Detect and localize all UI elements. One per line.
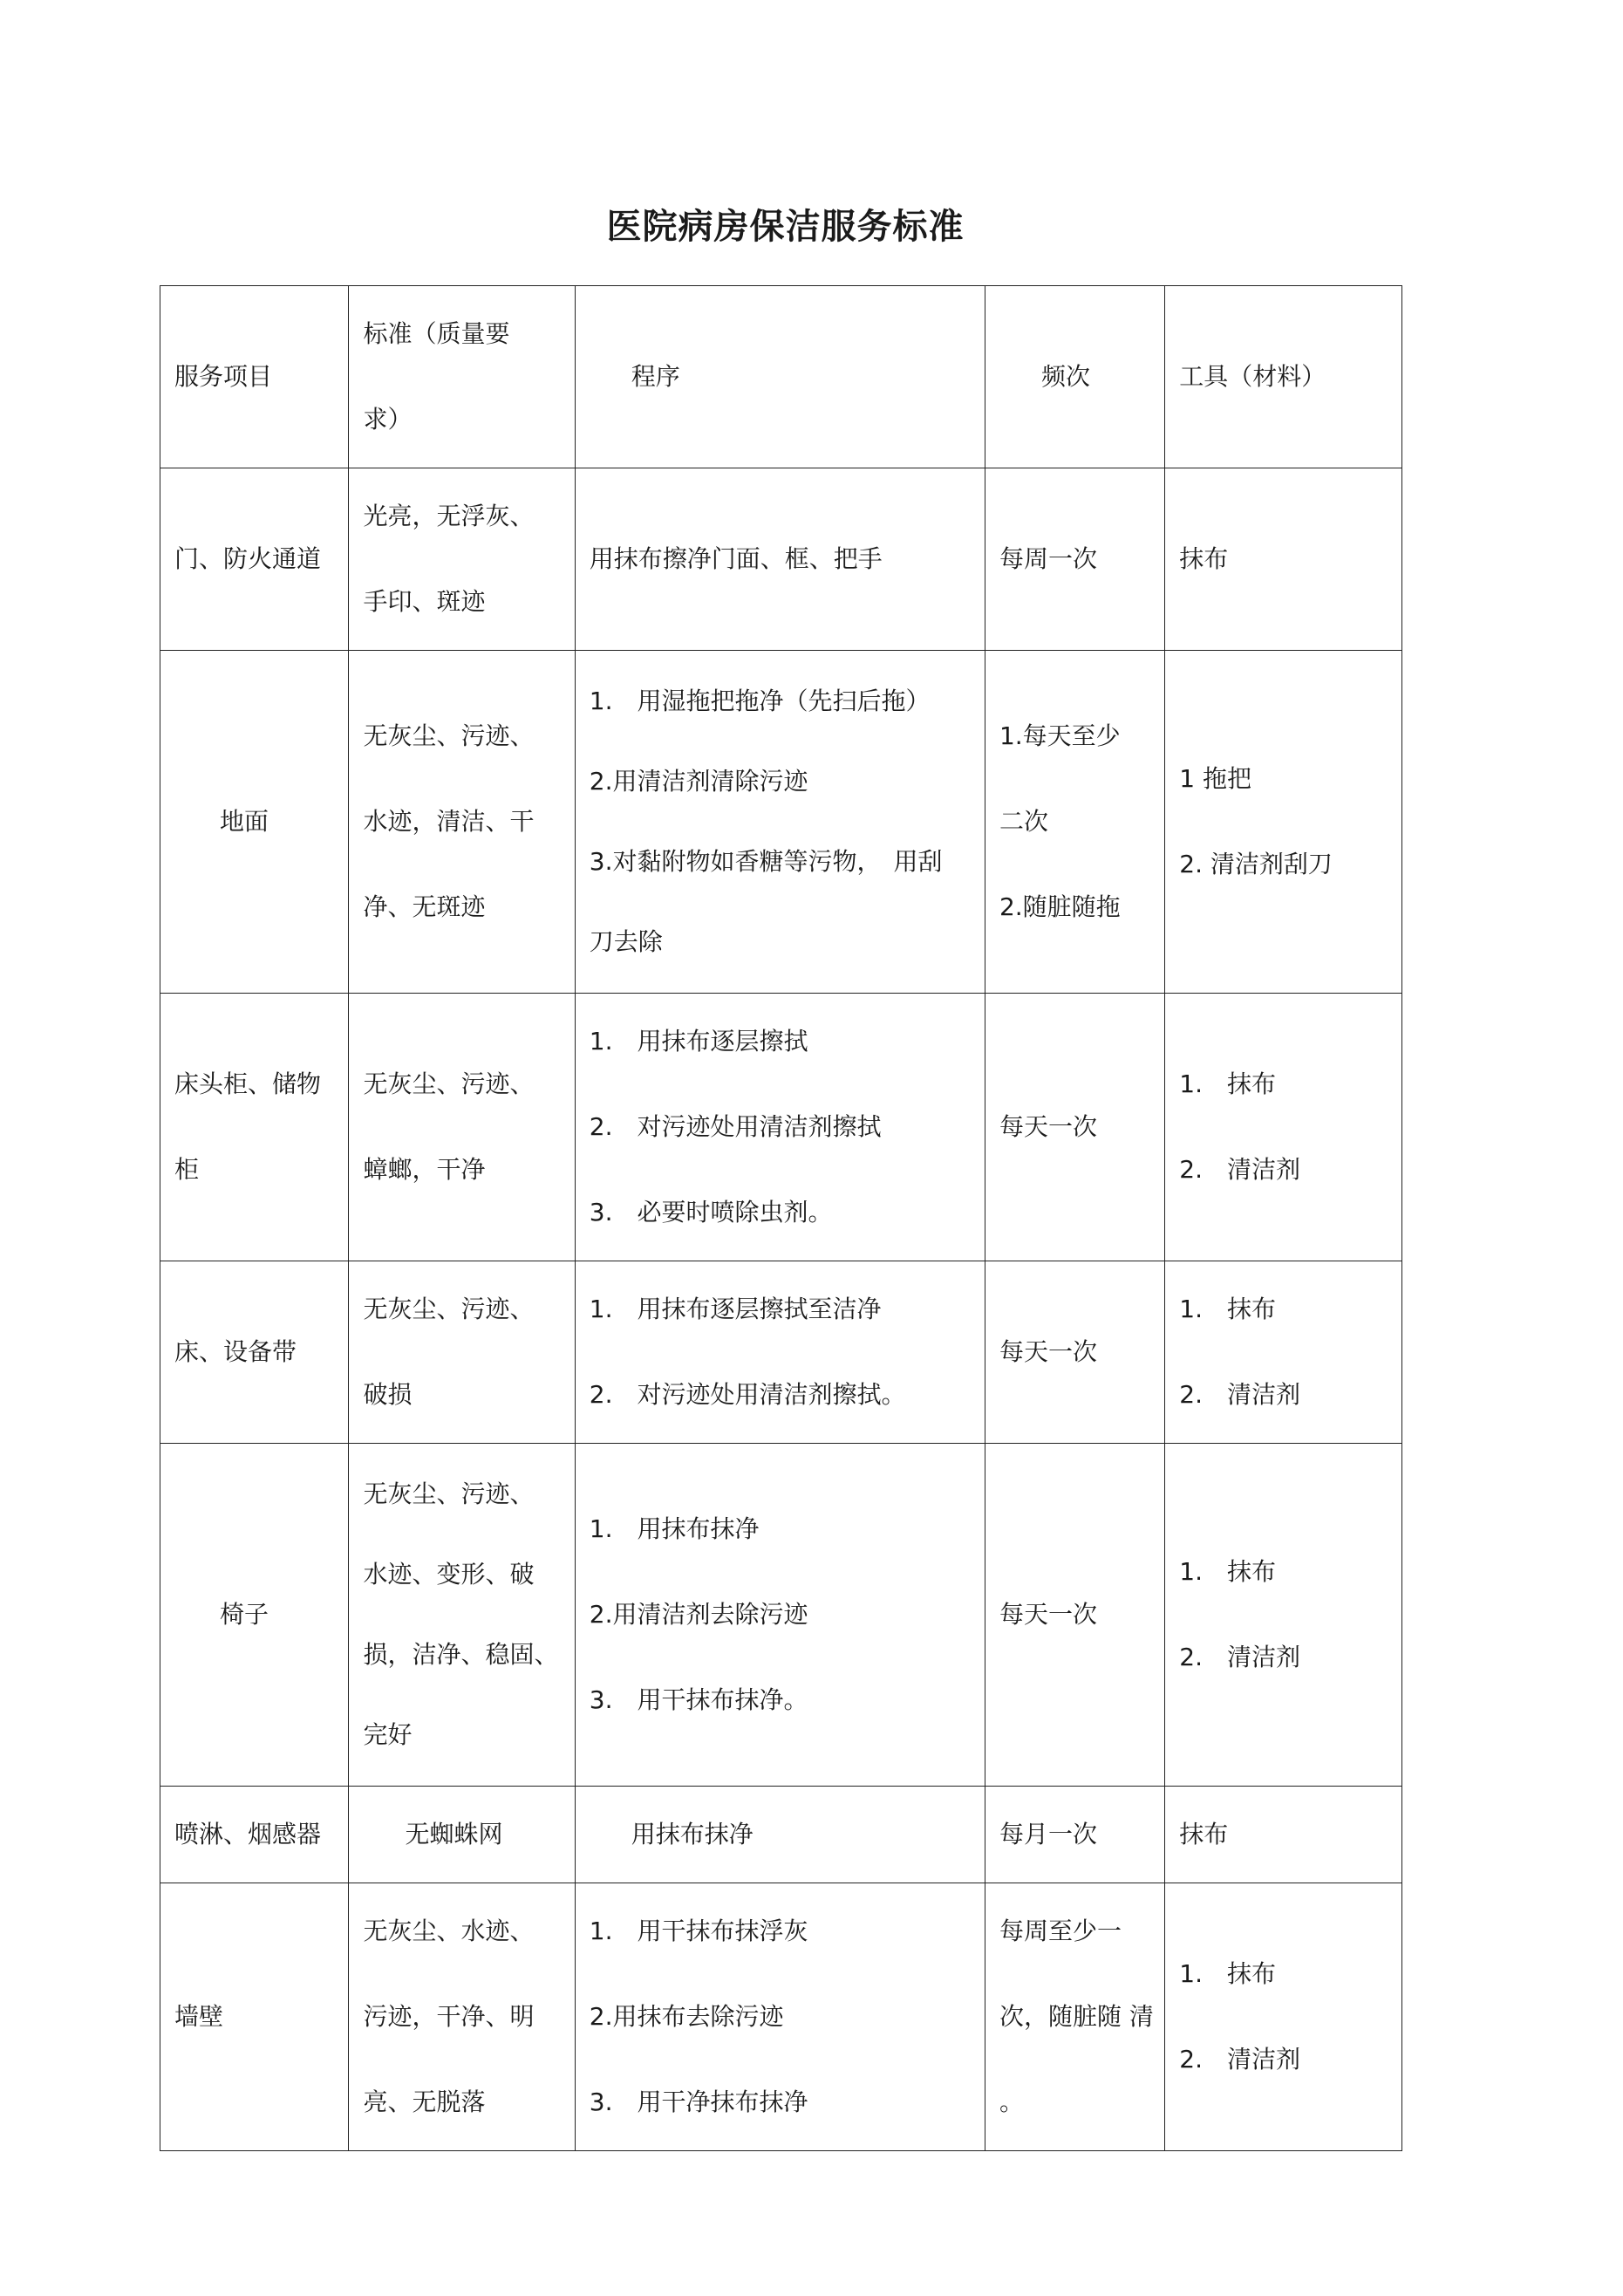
cell-tools-line: 2. 清洁剂刮刀 (1179, 850, 1333, 878)
cell-tools-line: 2. 清洁剂 (1179, 1380, 1300, 1409)
cell-tools-line: 1. 抹布 (1179, 1959, 1276, 1988)
cell-frequency-line: 次，随脏随 清 (999, 2002, 1154, 2031)
cell-service-item (160, 1883, 349, 2151)
cell-procedure-line: 2. 对污迹处用清洁剂擦拭 (589, 1112, 882, 1141)
cell-standard-line: 水迹，清洁、干 (363, 807, 535, 836)
cell-procedure-line: 1. 用抹布抹净 (589, 1514, 760, 1543)
cell-tools-line: 1. 抹布 (1179, 1069, 1276, 1098)
cell-procedure-line: 1. 用抹布逐层擦拭至洁净 (589, 1295, 882, 1323)
cell-procedure-line: 2.用清洁剂清除污迹 (589, 767, 808, 796)
cell-procedure (575, 1787, 985, 1883)
cell-standard-line: 污迹，干净、明 (363, 2002, 535, 2031)
cell-procedure-line: 2. 对污迹处用清洁剂擦拭。 (589, 1380, 906, 1409)
cell-frequency-line: 二次 (999, 807, 1048, 836)
cell-service-item (160, 651, 349, 994)
cell-frequency-line: 。 (999, 2088, 1024, 2116)
cell-standard-line: 亮、无脱落 (363, 2088, 486, 2116)
cell-tools (1165, 1787, 1402, 1883)
cell-standard-line: 无灰尘、污迹、 (363, 1295, 535, 1323)
cell-tools-line: 2. 清洁剂 (1179, 1155, 1300, 1184)
cell-frequency (985, 651, 1164, 994)
cell-procedure (575, 994, 985, 1261)
cell-procedure (575, 1261, 985, 1444)
header-frequency: 频次 (985, 286, 1164, 468)
cell-frequency-line: 每天一次 (999, 1600, 1097, 1629)
header-standard-line: 求） (363, 405, 413, 434)
cell-frequency (985, 1444, 1164, 1787)
table-row (160, 1444, 1402, 1787)
cell-standard-line: 无灰尘、污迹、 (363, 721, 535, 750)
cell-service-item (160, 1261, 349, 1444)
cell-service-item-line: 椅子 (220, 1600, 269, 1629)
table-header-row (160, 286, 1402, 468)
cell-frequency (985, 1787, 1164, 1883)
cell-frequency-line: 2.随脏随拖 (999, 892, 1121, 921)
cell-service-item-line: 床、设备带 (174, 1337, 297, 1366)
cell-tools (1165, 651, 1402, 994)
table-row (160, 1883, 1402, 2151)
cell-frequency (985, 1883, 1164, 2151)
table-row (160, 1261, 1402, 1444)
cell-procedure-line: 1. 用干抹布抹浮灰 (589, 1917, 808, 1945)
cell-procedure-line: 2.用抹布去除污迹 (589, 2002, 784, 2031)
cell-tools-line: 抹布 (1179, 544, 1229, 573)
cell-standard-line: 损，洁净、稳固、 (363, 1640, 559, 1669)
cell-standard-line: 完好 (363, 1720, 413, 1749)
cell-procedure-line: 3. 用干净抹布抹净 (589, 2088, 808, 2116)
cell-frequency-line: 1.每天至少 (999, 721, 1121, 750)
cell-tools-line: 1. 抹布 (1179, 1295, 1276, 1323)
cell-frequency-line: 每周一次 (999, 544, 1097, 573)
cell-tools (1165, 1883, 1402, 2151)
header-service-item: 服务项目 (160, 286, 349, 468)
cell-procedure (575, 468, 985, 651)
table-row (160, 1787, 1402, 1883)
cell-procedure (575, 1883, 985, 2151)
document-title: 医院病房保洁服务标准 (606, 207, 965, 247)
cell-frequency-line: 每月一次 (999, 1820, 1097, 1848)
cell-procedure-line: 1. 用抹布逐层擦拭 (589, 1027, 808, 1056)
cell-procedure (575, 651, 985, 994)
cell-procedure-line: 2.用清洁剂去除污迹 (589, 1600, 808, 1629)
table-row (160, 651, 1402, 994)
cell-standard (349, 1787, 575, 1883)
cell-tools (1165, 468, 1402, 651)
cell-standard-line: 光亮，无浮灰、 (363, 502, 535, 530)
cell-standard-line: 破损 (363, 1380, 413, 1409)
cell-procedure-line: 刀去除 (589, 927, 663, 956)
table-row (160, 468, 1402, 651)
cell-service-item (160, 1787, 349, 1883)
cell-frequency-line: 每天一次 (999, 1337, 1097, 1366)
cell-frequency-line: 每周至少一 (999, 1917, 1122, 1945)
cell-tools-line: 抹布 (1179, 1820, 1229, 1848)
header-standard-line: 标准（质量要 (363, 319, 510, 348)
cell-standard-line: 手印、斑迹 (363, 587, 486, 616)
cell-service-item-line: 喷淋、烟感器 (174, 1820, 322, 1848)
cell-standard (349, 1261, 575, 1444)
cell-standard-line: 无蜘蛛网 (405, 1820, 503, 1848)
cell-service-item-line: 门、防火通道 (174, 544, 322, 573)
cell-tools (1165, 1444, 1402, 1787)
cell-service-item-line: 墙壁 (174, 2002, 224, 2031)
cell-tools (1165, 994, 1402, 1261)
cell-procedure-line: 3. 用干抹布抹净。 (589, 1685, 808, 1714)
cell-standard (349, 468, 575, 651)
cell-procedure-line: 用抹布抹净 (631, 1820, 754, 1848)
cell-service-item-line: 柜 (174, 1155, 200, 1184)
cell-standard-line: 无灰尘、污迹、 (363, 1479, 535, 1508)
header-tools: 工具（材料） (1165, 286, 1402, 468)
header-standard (349, 286, 575, 468)
cell-tools-line: 1 拖把 (1179, 764, 1251, 793)
cell-standard-line: 净、无斑迹 (363, 892, 486, 921)
cell-standard-line: 水迹、变形、破 (363, 1560, 535, 1589)
cell-tools (1165, 1261, 1402, 1444)
cell-standard (349, 1444, 575, 1787)
cell-procedure-line: 1. 用湿拖把拖净（先扫后拖） (589, 687, 931, 715)
cell-service-item-line: 床头柜、储物 (174, 1069, 322, 1098)
cell-service-item-line: 地面 (220, 807, 269, 836)
cell-standard (349, 1883, 575, 2151)
cell-frequency (985, 468, 1164, 651)
cell-tools-line: 1. 抹布 (1179, 1557, 1276, 1586)
cell-standard-line: 无灰尘、水迹、 (363, 1917, 535, 1945)
cell-frequency (985, 1261, 1164, 1444)
cell-procedure-line: 3. 必要时喷除虫剂。 (589, 1198, 833, 1227)
cell-procedure-line: 3.对黏附物如香糖等污物， 用刮 (589, 847, 943, 876)
cell-frequency (985, 994, 1164, 1261)
cell-tools-line: 2. 清洁剂 (1179, 2045, 1300, 2074)
cell-standard-line: 无灰尘、污迹、 (363, 1069, 535, 1098)
cell-service-item (160, 1444, 349, 1787)
cell-standard-line: 蟑螂，干净 (363, 1155, 486, 1184)
cell-procedure (575, 1444, 985, 1787)
cell-tools-line: 2. 清洁剂 (1179, 1643, 1300, 1671)
cell-frequency-line: 每天一次 (999, 1112, 1097, 1141)
cell-service-item (160, 468, 349, 651)
cell-service-item (160, 994, 349, 1261)
header-procedure: 程序 (575, 286, 985, 468)
table-row (160, 994, 1402, 1261)
service-standard-table (160, 285, 1402, 2151)
cell-standard (349, 651, 575, 994)
cell-procedure-line: 用抹布擦净门面、框、把手 (589, 544, 883, 573)
cell-standard (349, 994, 575, 1261)
